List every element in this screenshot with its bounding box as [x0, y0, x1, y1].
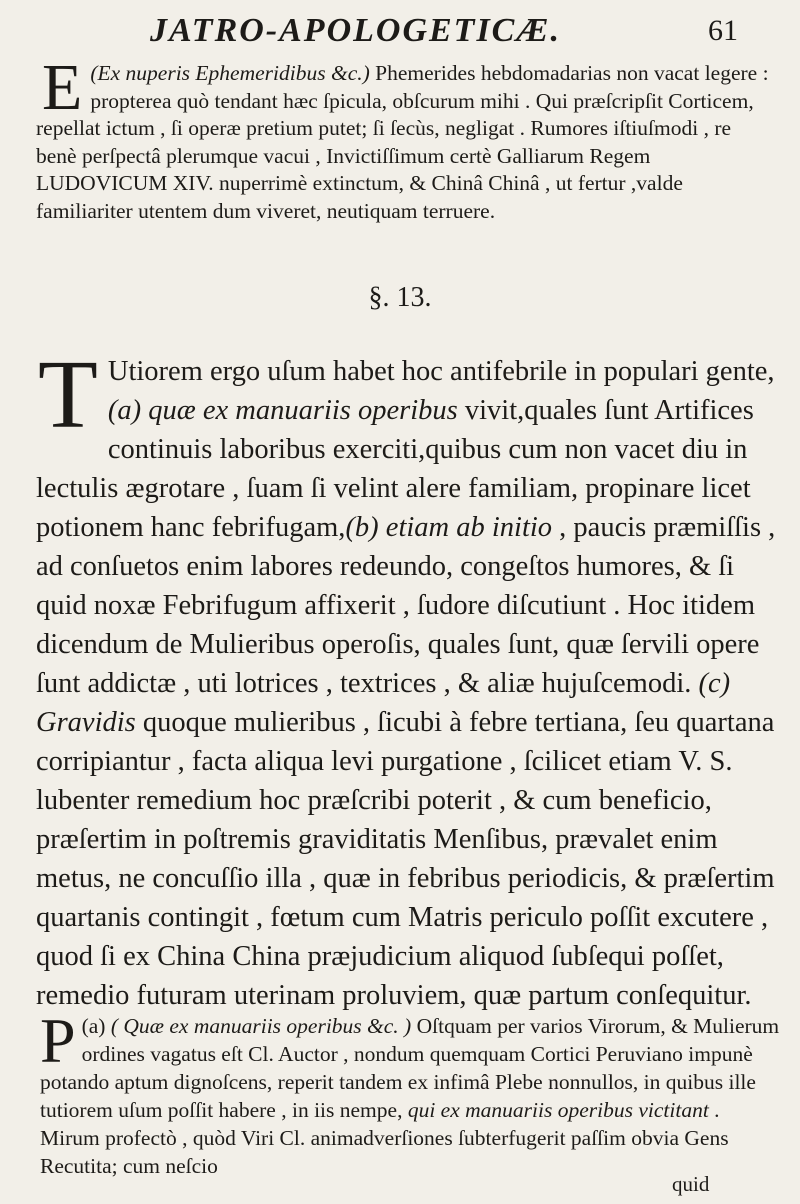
drop-capital: E [42, 51, 83, 124]
footnote-text: Oſtquam per varios Virorum, & Mulierum ordines vagatus eſt Cl. Auctor , nondum quemquam Cortici Peruviano impunè potando aptum dignoſcens, reperit tandem ex infimâ Plebe nonnullos, in quibus ille tutiorem uſum poſſit habere , in iis nempe, [40, 1014, 780, 1122]
paragraph-text: Phemerides hebdomadarias non vacat legere : propterea quò tendant hæc ſpicula, obſcurum mihi . Qui præſcripſit Corticem, repellat ictum , ſi operæ pretium putet; ſi ſecùs, negligat . Rumores iſtiuſmodi , re benè perſpectâ plerumque vacui , Invictiſſimum certè Galliarum Regem LUDOVICUM XIV. nuperrimè extinctum, & Chinâ Chinâ , ut fertur ,valde familiariter utentem dum viveret, neutiquam terruere. [36, 61, 769, 223]
footnote-reference-b: (b) etiam ab initio [345, 512, 553, 543]
page-number: 61 [708, 14, 738, 47]
footnote-quote: qui ex manuariis operibus victitant [407, 1098, 709, 1122]
footnote-block [40, 1005, 780, 1180]
footnote-citation: ( Quæ ex manuariis operibus &c. ) [110, 1014, 412, 1038]
paragraph-text: quoque mulieribus , ſicubi à febre tertiana, ſeu quartana corripiantur , facta aliqua levi purgatione , ſcilicet etiam V. S. lubenter remedium hoc præſcribi poterit , & cum beneficio, præſertim in poſtremis graviditatis Menſibus, prævalet enim metus, ne concuſſio illa , quæ in febribus periodicis, & præſertim quartanis contingit , fœtum cum Matris periculo poſſit excutere , quod ſi ex China China præjudicium aliquod ſubſequi poſſet, remedio futuram uterinam proluviem, quæ partum conſequitur. [36, 707, 775, 1011]
paragraph-text: , paucis præmiſſis , ad conſuetos enim labores redeundo, congeſtos humores, & ſi quid noxæ Febrifugum affixerit , ſudore diſcutiunt . Hoc itidem dicendum de Mulieribus operoſis, quales ſunt, quæ ſervili opere ſunt addictæ , uti lotrices , textrices , & aliæ hujuſcemodi. [36, 512, 776, 699]
drop-capital: P [40, 1005, 76, 1076]
page-header [0, 6, 800, 56]
previous-section-text [36, 51, 776, 225]
main-paragraph [36, 341, 780, 1015]
paragraph-text: vivit,quales ſunt Artifices continuis laboribus exerciti,quibus cum non vacet diu in lectulis ægrotare , ſuam ſi velint alere familiam, propinare licet potionem hanc febrifugam, [36, 395, 754, 543]
footnote-label: (a) [81, 1014, 106, 1038]
paragraph-text: Utiorem ergo uſum habet hoc antifebrile in populari gente, [107, 356, 775, 387]
drop-capital: T [38, 341, 98, 449]
running-title: JATRO-APOLOGETICÆ. [150, 12, 561, 49]
footnote-reference-a: (a) quæ ex manuariis operibus [107, 395, 458, 426]
section-number: §. 13. [368, 282, 432, 313]
footnote-text: . Mirum profectò , quòd Viri Cl. animadverſiones ſubterfugerit paſſim obvia Gens Recutita; cum neſcio [40, 1098, 729, 1178]
catchword: quid [672, 1172, 710, 1196]
citation-reference: (Ex nuperis Ephemeridibus &c.) [90, 61, 370, 85]
footnote-reference-c: (c) Gravidis [36, 668, 731, 738]
